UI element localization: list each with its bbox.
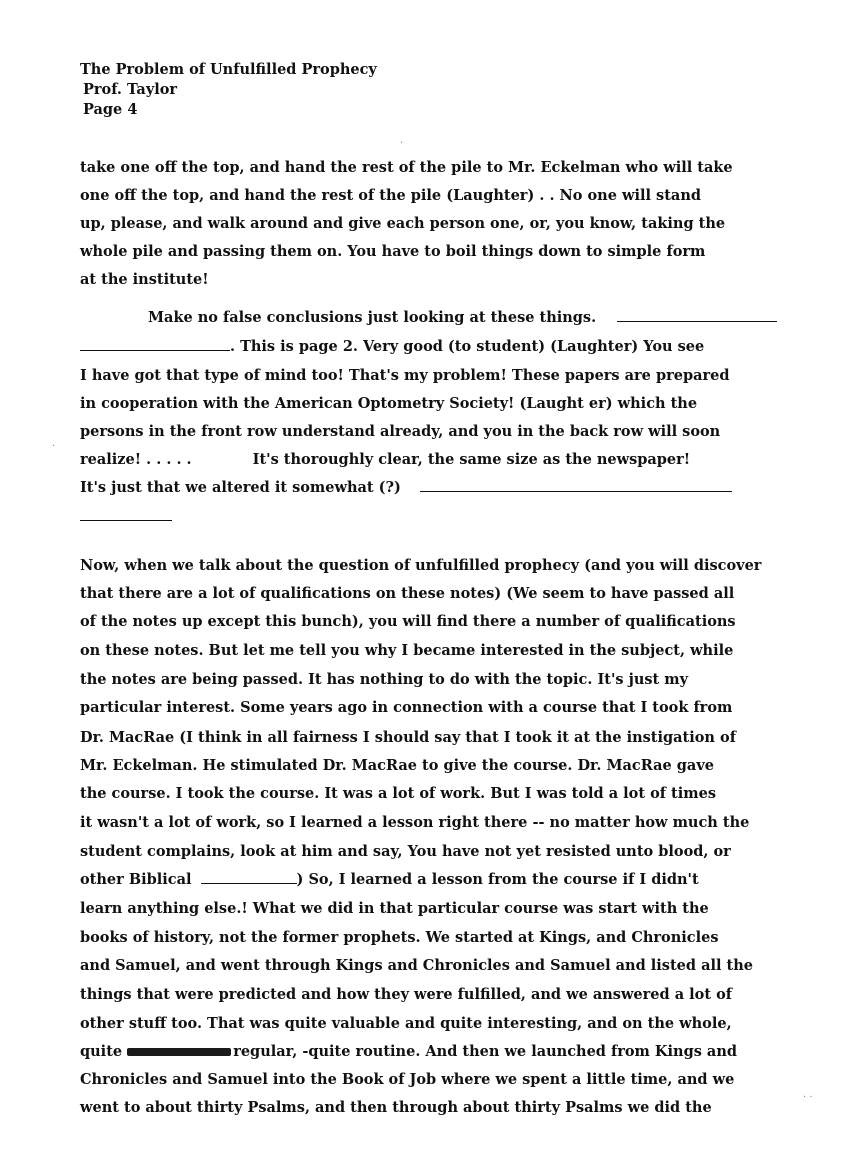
text-segment: ) So, I learned a lesson from the course if I didn't (296, 871, 699, 888)
text-line (80, 338, 704, 356)
text-segment: Make no false conclusions just looking at these things. (148, 309, 597, 326)
speck: · · (803, 1092, 813, 1103)
fill-in-blank (420, 479, 732, 492)
text-line: Dr. MacRae (I think in all fairness I should say that I took it at the instigation of (80, 729, 736, 746)
speck: · (52, 441, 56, 452)
fill-in-blank (201, 871, 297, 884)
text-line (80, 451, 690, 469)
fill-in-blank (80, 508, 172, 521)
text-line: Now, when we talk about the question of unfulfilled prophecy (and you will discover (80, 557, 762, 574)
text-line: take one off the top, and hand the rest of the pile to Mr. Eckelman who will take (80, 159, 733, 176)
text-segment: quite (80, 1043, 123, 1060)
text-line: on these notes. But let me tell you why I became interested in the subject, while (80, 642, 734, 659)
text-line: went to about thirty Psalms, and then through about thirty Psalms we did the (80, 1099, 712, 1116)
page-header (80, 60, 377, 120)
text-line: Chronicles and Samuel into the Book of Job where we spent a little time, and we (80, 1071, 735, 1088)
speck: · (400, 138, 404, 149)
text-line (80, 479, 732, 497)
struck-out-word (127, 1048, 231, 1056)
text-line (80, 1043, 737, 1061)
text-line: that there are a lot of qualifications on these notes) (We seem to have passed all (80, 585, 735, 602)
text-line: other stuff too. That was quite valuable and quite interesting, and on the whole, (80, 1015, 732, 1032)
text-segment: It's just that we altered it somewhat (?) (80, 479, 401, 496)
text-segment: other Biblical (80, 871, 192, 888)
text-line: and Samuel, and went through Kings and Chronicles and Samuel and listed all the (80, 957, 753, 974)
document-title: The Problem of Unfulfilled Prophecy (80, 61, 377, 78)
text-segment: regular, -quite routine. And then we launched from Kings and (233, 1043, 737, 1060)
text-line: things that were predicted and how they were fulfilled, and we answered a lot of (80, 986, 732, 1003)
text-line: Mr. Eckelman. He stimulated Dr. MacRae to give the course. Dr. MacRae gave (80, 757, 714, 774)
text-line: books of history, not the former prophets. We started at Kings, and Chronicles (80, 929, 719, 946)
text-segment: . This is page 2. Very good (to student) (Laughter) You see (230, 338, 705, 355)
text-segment: It's thoroughly clear, the same size as the newspaper! (252, 451, 691, 468)
text-line: learn anything else.! What we did in that particular course was start with the (80, 900, 709, 917)
text-line: it wasn't a lot of work, so I learned a lesson right there -- no matter how much the (80, 814, 750, 831)
text-line: at the institute! (80, 271, 209, 288)
text-line: I have got that type of mind too! That's my problem! These papers are prepared (80, 367, 730, 384)
text-segment: realize! . . . . . (80, 451, 192, 468)
text-line: student complains, look at him and say, You have not yet resisted unto blood, or (80, 843, 731, 860)
text-line: of the notes up except this bunch), you will find there a number of qualifications (80, 613, 736, 630)
text-line (148, 309, 777, 327)
document-author: Prof. Taylor (83, 81, 178, 98)
text-line: whole pile and passing them on. You have to boil things down to simple form (80, 243, 706, 260)
text-line (80, 871, 699, 889)
text-line: up, please, and walk around and give each person one, or, you know, taking the (80, 215, 726, 232)
page-number: Page 4 (83, 101, 138, 118)
text-line: in cooperation with the American Optometry Society! (Laught er) which the (80, 395, 698, 412)
fill-in-blank (80, 338, 230, 351)
text-line: one off the top, and hand the rest of the pile (Laughter) . . No one will stand (80, 187, 701, 204)
fill-in-blank (617, 309, 777, 322)
text-line (80, 508, 172, 526)
text-line: particular interest. Some years ago in connection with a course that I took from (80, 699, 733, 716)
text-line: the notes are being passed. It has nothing to do with the topic. It's just my (80, 671, 689, 688)
text-line: persons in the front row understand already, and you in the back row will soon (80, 423, 721, 440)
text-line: the course. I took the course. It was a lot of work. But I was told a lot of times (80, 785, 716, 802)
